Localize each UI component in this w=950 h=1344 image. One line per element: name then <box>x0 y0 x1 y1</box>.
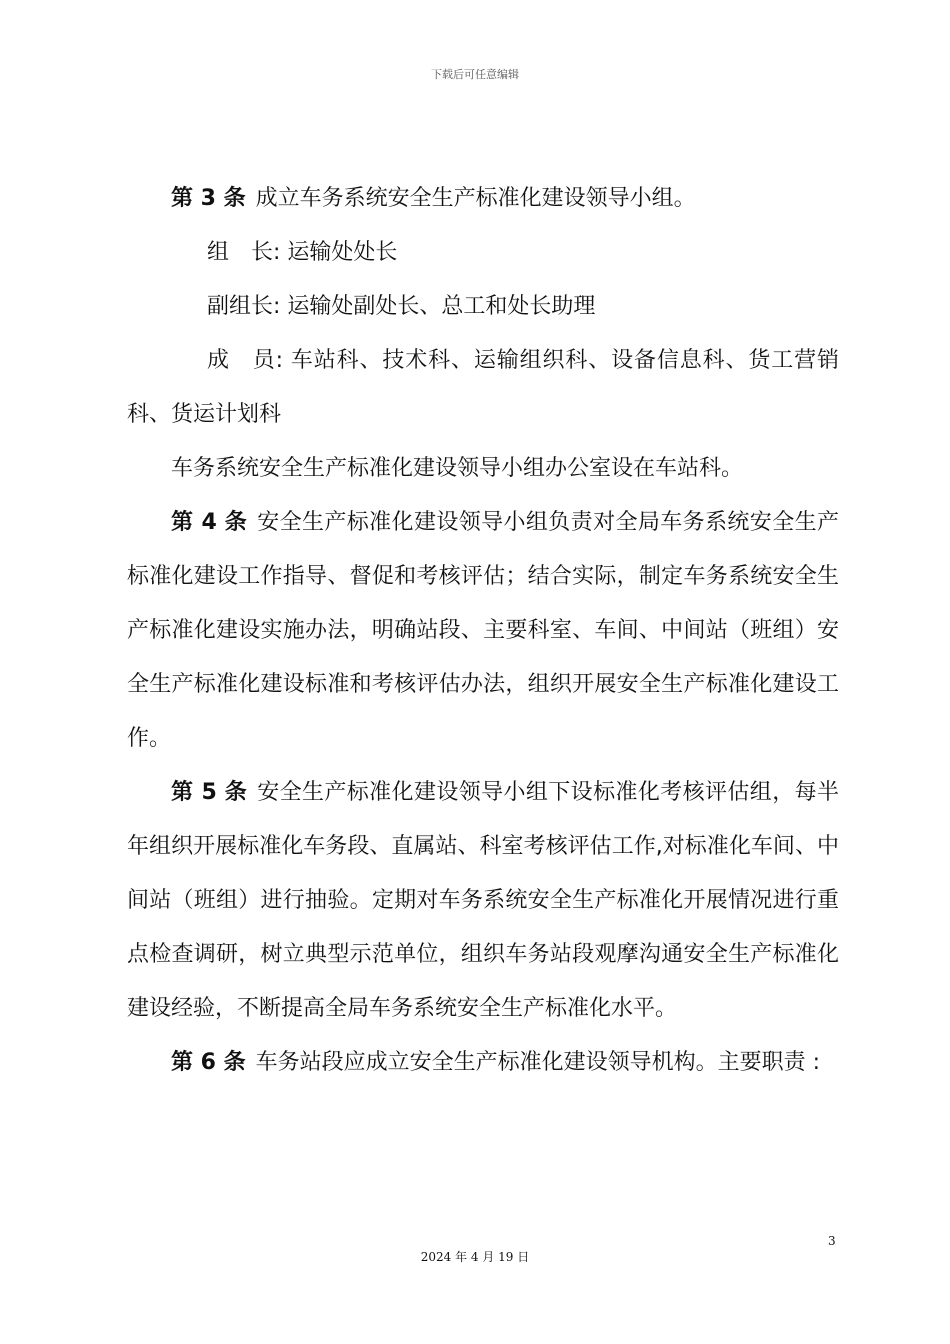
page-number: 3 <box>828 1234 836 1248</box>
paragraph-members <box>127 334 839 442</box>
paragraph-article-6 <box>127 1036 839 1090</box>
article-number: 第 3 条 <box>171 186 246 211</box>
paragraph-text: 车务站段应成立安全生产标准化建设领导机构。主要职责 : <box>255 1050 821 1075</box>
paragraph-text: 组 长: 运输处处长 <box>207 240 398 265</box>
paragraph-article-5 <box>127 766 839 1036</box>
paragraph-deputy-leader <box>127 280 839 334</box>
paragraph-text: 副组长: 运输处副处长、总工和处长助理 <box>207 294 596 319</box>
paragraph-article-3 <box>127 172 839 226</box>
paragraph-text: 车务系统安全生产标准化建设领导小组办公室设在车站科。 <box>171 456 744 481</box>
article-number: 第 6 条 <box>171 1050 246 1075</box>
document-body <box>127 172 839 1090</box>
article-number: 第 4 条 <box>171 510 248 535</box>
paragraph-group-leader <box>127 226 839 280</box>
footer-date: 2024 年 4 月 19 日 <box>420 1250 530 1264</box>
paragraph-text: 成 员: 车站科、技术科、运输组织科、设备信息科、货工营销科、货运计划科 <box>127 348 839 427</box>
paragraph-text: 安全生产标准化建设领导小组负责对全局车务系统安全生产标准化建设工作指导、督促和考核评估；结合实际，制定车务系统安全生产标准化建设实施办法，明确站段、主要科室、车间、中间站（班组）安全生产标准化建设标准和考核评估办法，组织开展安全生产标准化建设工作。 <box>127 510 839 751</box>
article-number: 第 5 条 <box>171 780 248 805</box>
paragraph-text: 成立车务系统安全生产标准化建设领导小组。 <box>255 186 696 211</box>
paragraph-article-4 <box>127 496 839 766</box>
paragraph-office <box>127 442 839 496</box>
header-note: 下载后可任意编辑 <box>431 68 519 81</box>
paragraph-text: 安全生产标准化建设领导小组下设标准化考核评估组，每半年组织开展标准化车务段、直属站、科室考核评估工作,对标准化车间、中间站（班组）进行抽验。定期对车务系统安全生产标准化开展情况进行重点检查调研，树立典型示范单位，组织车务站段观摩沟通安全生产标准化建设经验，不断提高全局车务系统安全生产标准化水平。 <box>127 780 839 1021</box>
